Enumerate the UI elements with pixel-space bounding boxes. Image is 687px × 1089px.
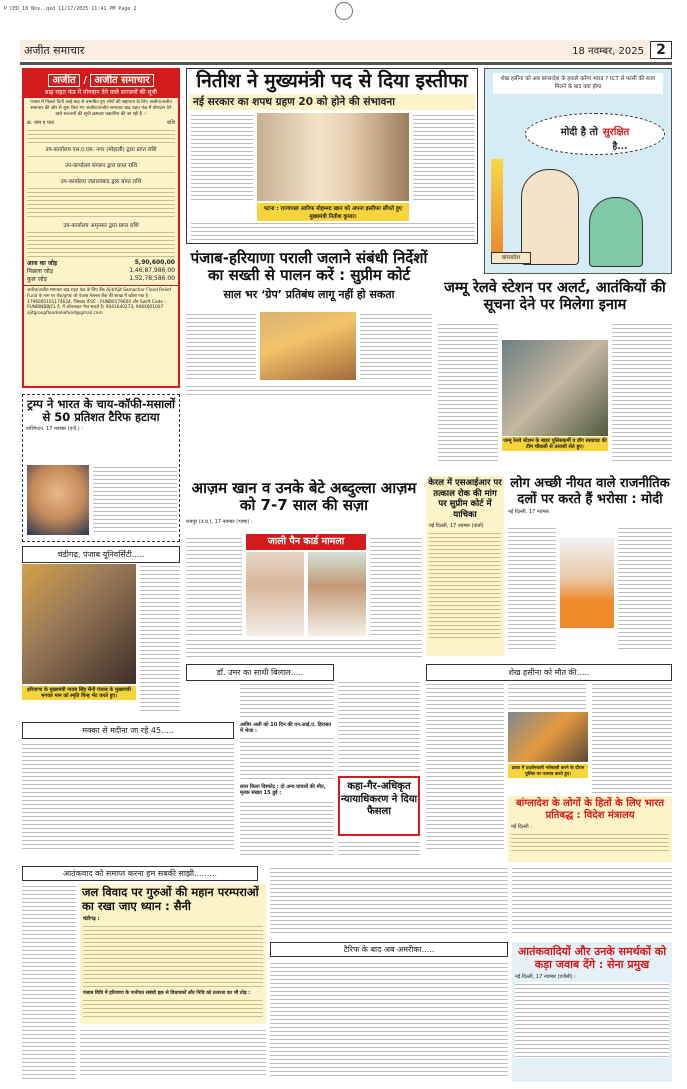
total-value: 1,52,78,586.00 <box>129 274 175 282</box>
stubble-body <box>360 312 432 380</box>
fund-entries <box>27 186 175 220</box>
bubble-text: है... <box>612 142 628 152</box>
saini-body <box>22 884 76 1080</box>
cartoon-question: शेख हसीना को अब बांग्लादेश के हवाले करेगा भारत ? ICT से फांसी की सजा मिलने के बाद क्या होगा <box>493 73 663 94</box>
flood-fund-box <box>22 68 180 388</box>
saini-body <box>83 924 263 988</box>
fund-title: बाढ़ राहत फंड में योगदान देने वाले सज्जनों की सूची <box>45 89 157 96</box>
chandigarh-section: चंडीगढ़, पंजाब यूनिवर्सिटी..... <box>22 546 180 563</box>
fund-entries <box>27 128 175 144</box>
kerala-body <box>429 531 501 641</box>
total-value: 5,90,600.00 <box>134 258 175 266</box>
azam-body <box>186 638 422 658</box>
fund-totals <box>24 259 178 283</box>
lead-caption: पटना : राज्यपाल आरिफ मोहम्मद खान को अपना इस्तीफा सौंपते हुए मुख्यमंत्री नितीश कुमार। <box>257 203 409 221</box>
saini-footer-dateline: पंजाब विधि में हरियाणा के पानीपत संबंधी हक़ से विधायकों और निधि को तत्परता का भी तोड़ : <box>83 990 251 996</box>
jammu-body <box>612 322 672 462</box>
azam-tag: जाली पैन कार्ड मामला <box>246 534 366 550</box>
hasina-body <box>508 682 586 710</box>
jammu-body <box>438 322 498 462</box>
issue-date: 18 नवम्बर, 2025 <box>572 46 644 57</box>
saini-dateline: चंडीगढ़ : <box>83 915 100 922</box>
hasina-section: शेख हसीना को मौत की..... <box>426 664 672 681</box>
azam-dateline: रामपुर (उ.प्र.), 17 नवम्बर (भाषा) : <box>186 518 253 525</box>
stubble-subhead: साल भर ‘ग्रेप’ प्रतिबंध लागू नहीं हो सकता <box>223 287 395 301</box>
chandigarh-story <box>22 546 180 718</box>
total-value: 1,46,87,986.00 <box>129 266 175 274</box>
col-amount: राशि <box>166 120 175 127</box>
fund-entries <box>27 154 175 160</box>
stubble-headline: पंजाब-हरियाणा पराली जलाने संबंधी निर्देशों का सख्ती से पालन करें : सुप्रीम कोर्ट <box>190 249 428 285</box>
jammu-headline: जम्मू रेलवे स्टेशन पर अलर्ट, आतंकियों की सूचना देने पर मिलेगा इनाम <box>444 280 666 313</box>
saini-headline: जल विवाद पर गुरुओं की महान परम्पराओं का रखा जाए ध्यान : सैनी <box>82 885 259 913</box>
paper-name: अजीत समाचार <box>24 43 85 57</box>
mea-headline: बांग्लादेश के लोगों के हितों के लिए भारत प्रतिबद्ध : विदेश मंत्रालय <box>515 798 665 821</box>
hasina-body <box>426 682 504 852</box>
col-name: क्र. नाम व पता <box>27 120 55 127</box>
trump-body <box>93 465 177 535</box>
hasina-caption: ढाका में प्रदर्शनकारी नारेबाज़ी करने के दौरान पुलिस पर पथराव करते हुए। <box>508 764 588 778</box>
modi-headline: लोग अच्छी नीयत वाले राजनीतिक दलों पर करते हैं भरोसा : मोदी <box>510 476 670 507</box>
azam-body <box>186 536 242 636</box>
stubble-body <box>186 384 432 398</box>
fund-section: उप-कार्यालय एस.ए.एस. नगर (मोहाली) द्वारा प्राप्त राशि <box>45 146 157 153</box>
jammu-photo <box>502 340 608 436</box>
azam-photo-2 <box>308 552 366 636</box>
modi-body <box>618 526 672 652</box>
azam-body <box>370 536 422 636</box>
thought-bubble <box>525 113 665 155</box>
umar-body <box>240 682 334 718</box>
fund-intro: पंजाब में पिछले दिनों आई बाढ़ से प्रभावित हुए लोगों की सहायता के लिए अजीत/अजीत समाचार की ओर से शुरू किए गए अजीत/अजीत समाचार बाढ़ राहत फंड में योगदान देने वाले सज्जनों की सूची क्रमवार प्रकाशित की जा रही है :- <box>30 100 172 118</box>
registration-mark-icon <box>335 2 353 20</box>
mecca-section: मक्का से मदीना जा रहे 45..... <box>22 722 234 739</box>
lead-body <box>413 113 475 201</box>
trump-story <box>22 394 180 542</box>
cartoon-figure-modi <box>521 169 579 265</box>
army-body <box>515 982 669 1058</box>
cartoon-sign: बांग्लादेश <box>491 252 531 264</box>
terror-section <box>22 866 258 880</box>
modi-body <box>508 526 556 652</box>
fund-entries <box>27 170 175 176</box>
fund-logo-sep: / <box>83 75 87 86</box>
stubble-story <box>186 250 432 472</box>
terror-section-title: आतंकवाद को समाप्त करना हम सबकी साझी......... <box>22 866 258 881</box>
fund-header <box>24 70 178 98</box>
trump-dateline: वाशिंगटन, 17 नवम्बर (एजें.) : <box>26 426 83 433</box>
fund-section: उप-कार्यालय संगरूर द्वारा प्राप्त राशि <box>64 162 138 169</box>
hasina-body <box>512 866 672 936</box>
azam-photo-1 <box>246 552 304 636</box>
hasina-photo <box>508 712 588 762</box>
chandigarh-body <box>140 564 180 714</box>
lead-body <box>191 113 253 201</box>
bubble-text-red: सुरक्षित <box>602 127 630 138</box>
fund-logo-left: अजीत <box>48 74 79 87</box>
fund-section: उप-कार्यालय जलालाबाद द्वारा प्राप्त राशि <box>60 178 142 185</box>
umar-body <box>338 840 420 858</box>
tariff-body <box>270 961 508 1079</box>
stubble-body <box>186 312 256 380</box>
chandigarh-photo <box>22 564 136 684</box>
jammu-caption: जम्मू रेलवे स्टेशन के बाहर पुलिसकर्मी व डॉग स्क्वायड की टीम चौकसी से तलाशी लेते हुए। <box>503 438 607 450</box>
tariff-section: टैरिफ के बाद अब अमरीका..... <box>270 942 508 957</box>
umar-subhead-2: लाल किला विस्फोट : दो अन्य घायलों की मौत, मृतक संख्या 15 हुई : <box>240 784 326 796</box>
lead-subhead: नई सरकार का शपथ ग्रहण 20 को होने की संभावना <box>189 94 475 110</box>
army-headline: आतंकवादियों और उनके समर्थकों को कड़ा जवाब देंगे : सेना प्रमुख <box>517 945 667 972</box>
umar-body <box>240 736 334 780</box>
trump-headline: ट्रम्प ने भारत के चाय-कॉफी-मसालों से 50 प्रतिशत टैरिफ हटाया <box>26 397 176 424</box>
saini-body <box>83 998 263 1018</box>
jammu-story <box>438 280 672 470</box>
lead-story <box>186 68 478 244</box>
modi-photo <box>560 538 614 628</box>
kerala-headline: केरल में एसआईआर पर तत्काल रोक की मांग पर सुप्रीम कोर्ट में याचिका <box>428 478 502 520</box>
umar-section: डॉ. उमर का साथी बिलाल..... <box>186 664 334 681</box>
saini-story <box>22 884 266 1080</box>
fund-footer: अजीत/अजीत समाचार बाढ़ राहत फंड के लिए बैंक Ajit/Ajit Samachar Flood Relief Fund के नाम पर चेक/ड्राफ्ट जो पंजाब नेशनल बैंक की शाखा में खोला गया है 1796000101174634, जिसका IFSC : PUNB0179600 और Swift Code : PUNBINBBJCL है, में ऑनलाइन भेज सकते हैं। 9041640273, 9464601007 ajitgroupfloodreliefund@gmail.com <box>24 285 178 337</box>
lead-headline: नितीश ने मुख्यमंत्री पद से दिया इस्तीफा <box>196 70 468 92</box>
lead-body <box>191 221 475 241</box>
modi-story <box>508 476 672 656</box>
umar-body <box>338 680 420 774</box>
mea-dateline: नई दिल्ली : <box>511 824 532 830</box>
army-story <box>512 942 672 1082</box>
trump-photo <box>27 465 89 535</box>
masthead <box>20 40 672 60</box>
fund-columns <box>24 120 178 127</box>
cartoon <box>484 68 672 274</box>
azam-headline: आज़म खान व उनके बेटे अब्दुल्ला आज़म को 7-7 साल की सज़ा <box>191 479 417 515</box>
umar-story <box>186 664 334 858</box>
bubble-text: मोदी है तो <box>560 127 598 138</box>
army-dateline: नई दिल्ली, 17 नवम्बर (एजेंसी) : <box>515 974 576 981</box>
fund-section: उप-कार्यालय अमृतसर द्वारा प्राप्त राशि <box>63 222 139 229</box>
saini-body <box>80 1028 266 1078</box>
page-number: 2 <box>650 41 672 59</box>
fund-entries <box>27 230 175 258</box>
tribunal-headline: कहा-गैर-अधिकृत न्यायाधिकरण ने दिया फैसला <box>340 781 418 817</box>
umar-subhead-1: आमिर अली को 10 दिन की एन.आई.ए. हिरासत में भेजा : <box>240 722 332 734</box>
kerala-story <box>426 476 504 656</box>
saini-box <box>80 884 266 1024</box>
fund-logo-right: अजीत समाचार <box>90 74 153 87</box>
flame-icon <box>491 159 503 259</box>
kerala-dateline: नई दिल्ली, 17 नवम्बर (वार्ता) <box>429 522 484 529</box>
modi-dateline: नई दिल्ली, 17 नवम्बर <box>508 509 549 516</box>
total-label: कुल जोड़ <box>27 275 47 283</box>
mea-story <box>508 796 672 862</box>
print-slug: P CED_18 Nov..qxd 11/17/2025 11:41 PM Page 2 <box>4 6 137 12</box>
total-label: पिछला जोड़ <box>27 267 53 275</box>
mea-body <box>511 832 669 854</box>
tribunal-box <box>338 776 420 836</box>
azam-story <box>186 480 422 660</box>
umar-body <box>240 800 334 856</box>
total-label: आज का जोड़ <box>27 259 58 267</box>
masthead-rule <box>20 62 672 65</box>
hasina-body <box>270 866 508 936</box>
chandigarh-caption: हरियाणा के मुख्यमंत्री नायब सिंह सैनी पंजाब के मुख्यमंत्री भगवंत मान को स्मृति चिन्ह भेंट करते हुए। <box>22 686 136 700</box>
lead-photo <box>257 113 409 201</box>
tariff-story <box>270 942 508 1082</box>
stubble-photo <box>260 312 356 380</box>
cartoon-figure-hasina <box>589 197 643 267</box>
